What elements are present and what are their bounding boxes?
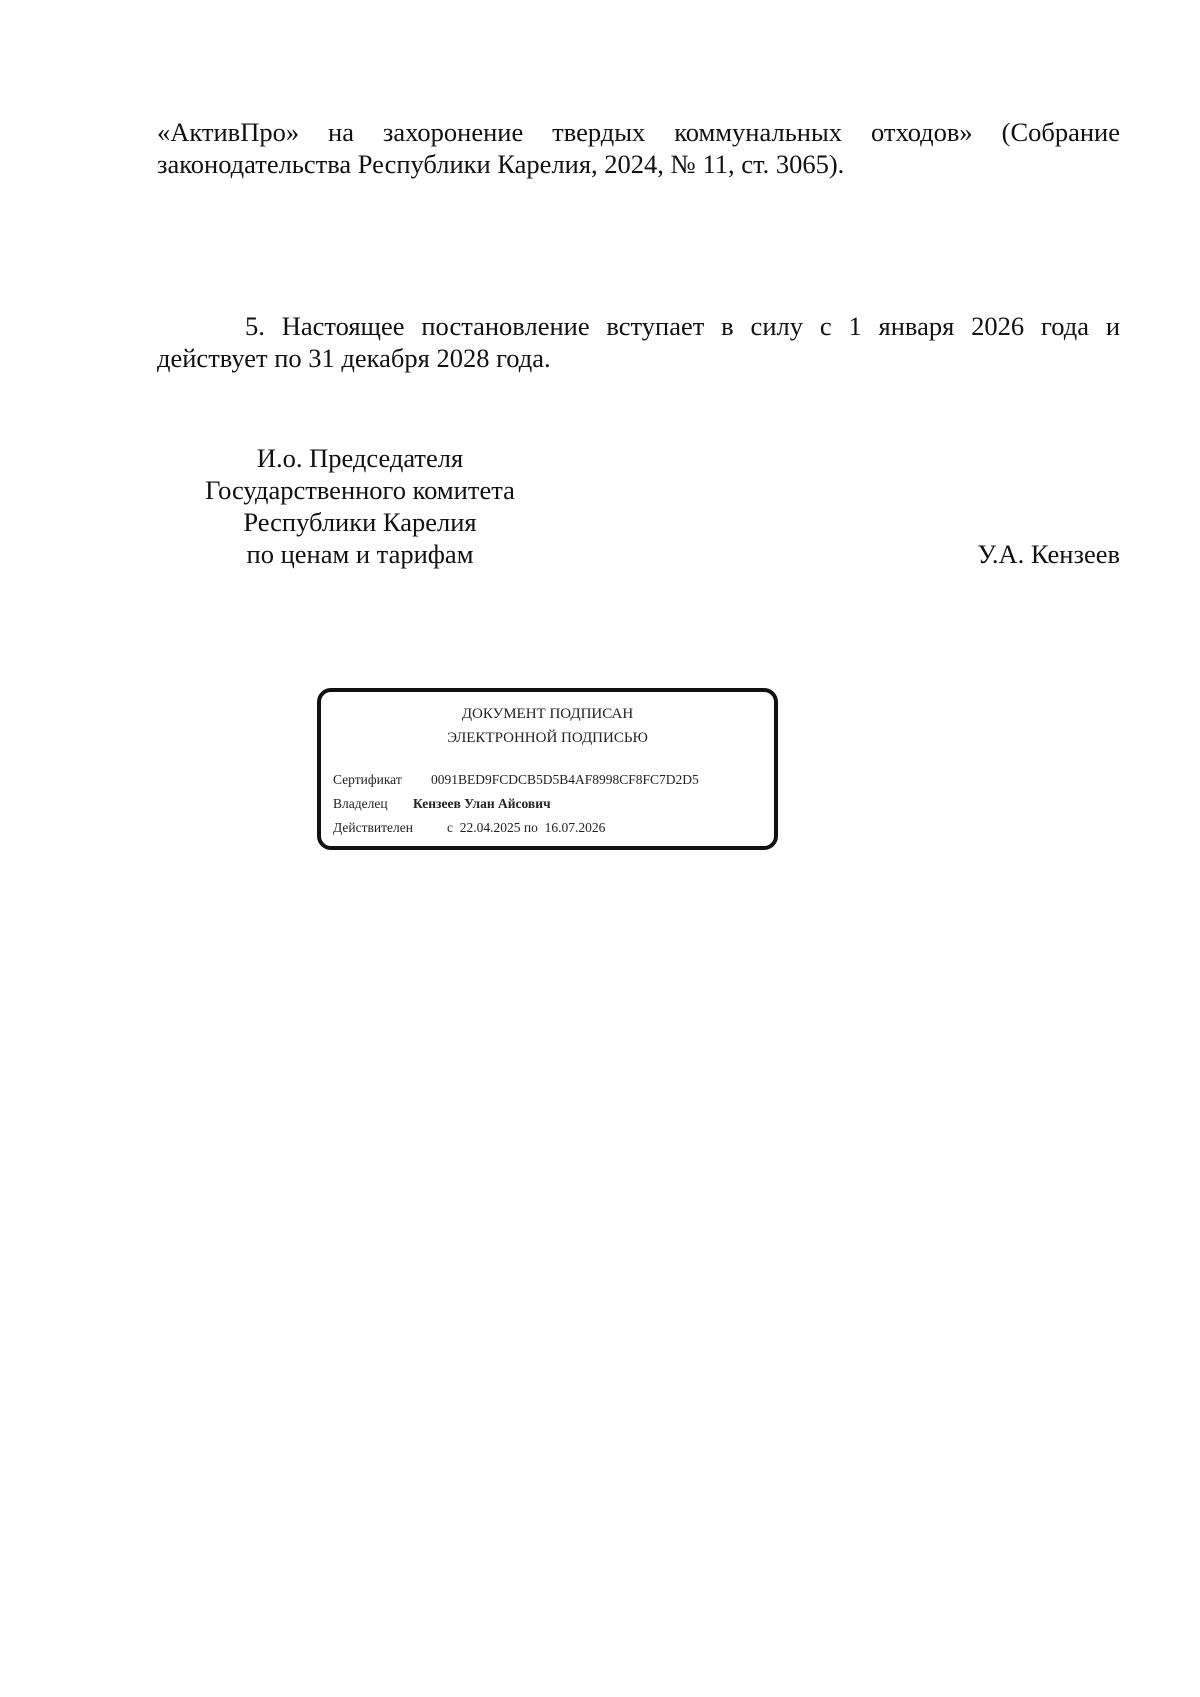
certificate-value: 0091BED9FCDCB5D5B4AF8998CF8FC7D2D5 <box>431 772 699 787</box>
signer-name: У.А. Кензеев <box>977 539 1120 569</box>
position-line: Республики Карелия <box>243 507 477 537</box>
signatory-position <box>170 442 550 570</box>
stamp-title <box>321 702 774 750</box>
paragraph-line: действует по 31 декабря 2028 года. <box>157 343 551 373</box>
stamp-owner-row <box>333 796 551 812</box>
paragraph-line: законодательства Республики Карелия, 2024, № 11, ст. 3065). <box>157 149 845 179</box>
position-line: по ценам и тарифам <box>246 539 474 569</box>
stamp-validity-row <box>333 820 605 836</box>
paragraph-line: «АктивПро» на захоронение твердых коммунальных отходов» (Собрание <box>157 117 1120 147</box>
position-line: Государственного комитета <box>205 475 515 505</box>
paragraph-line: 5. Настоящее постановление вступает в силу с 1 января 2026 года и <box>245 311 1120 341</box>
paragraph-effective-date <box>157 310 1120 374</box>
position-line: И.о. Председателя <box>256 443 464 473</box>
stamp-certificate-row <box>333 772 699 788</box>
stamp-title-line: ДОКУМЕНТ ПОДПИСАН <box>461 706 634 722</box>
validity-value: с 22.04.2025 по 16.07.2026 <box>447 820 606 835</box>
certificate-label: Сертификат <box>333 772 402 787</box>
validity-label: Действителен <box>333 820 413 835</box>
electronic-signature-stamp <box>317 688 778 850</box>
stamp-title-line: ЭЛЕКТРОННОЙ ПОДПИСЬЮ <box>447 730 648 746</box>
owner-value: Кензеев Улан Айсович <box>413 796 551 811</box>
owner-label: Владелец <box>333 796 388 811</box>
paragraph-citation <box>157 116 1120 180</box>
